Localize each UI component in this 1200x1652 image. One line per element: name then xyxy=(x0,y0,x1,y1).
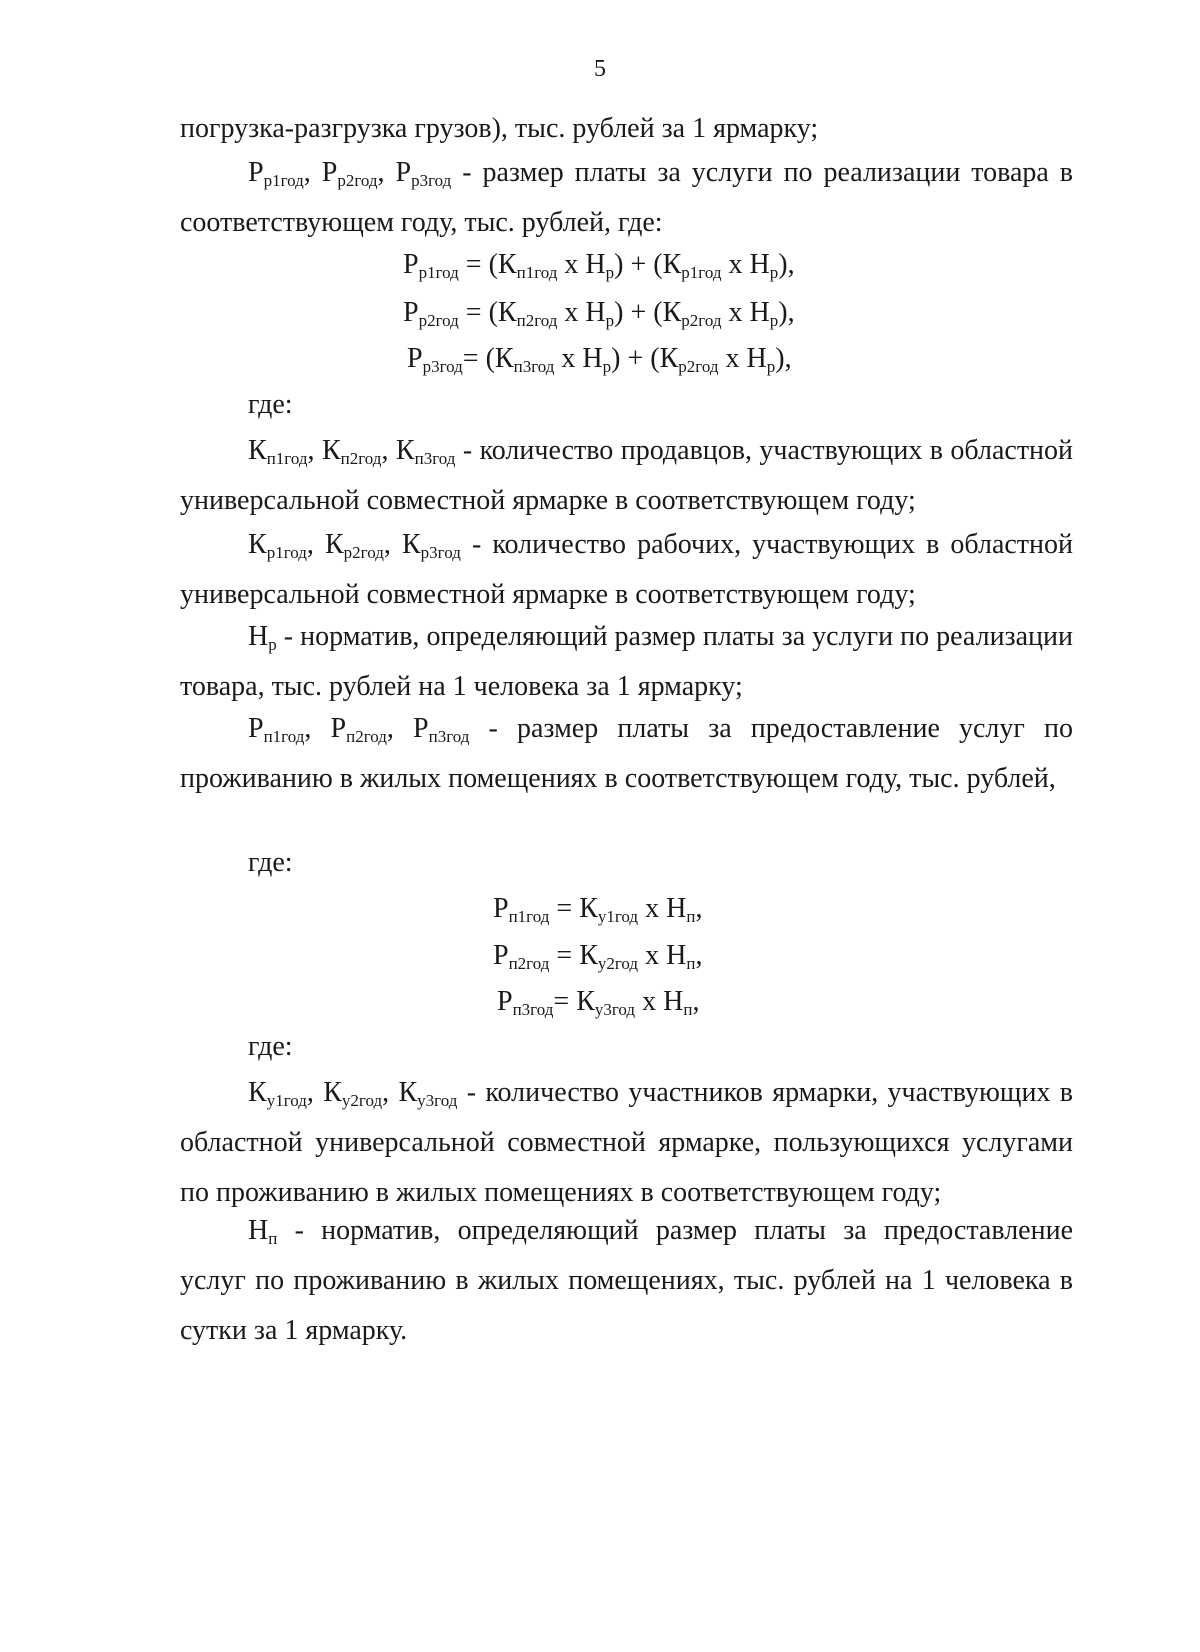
formula-revenue-year1: $Р_{р1год} = (К_{п1год}$ x $Н_р) + (К_{р1год}$ x $Н_р$), xyxy=(403,249,795,282)
paragraph-sellers-definition: $К_{п1год}$, $К_{п2год}$, $К_{п3год}$ - количество продавцов, участвующих в областной универсальной совместной ярмарке в соответствующем году; xyxy=(180,435,1074,516)
paragraph-workers-definition: $К_{р1год}$, $К_{р2год}$, $К_{р3год}$ - количество рабочих, участвующих в областной универсальной совместной ярмарке в соответствующем году; xyxy=(180,529,1074,610)
where-label: где: xyxy=(248,389,293,420)
where-label: где: xyxy=(248,847,293,878)
paragraph-accommodation-norm-definition: $Н_п$ - норматив, определяющий размер платы за предоставление услуг по проживанию в жилых помещениях, тыс. рублей на 1 человека в сутки за 1 ярмарку. xyxy=(180,1215,1073,1346)
formula-revenue-year3: $Р_{р3год}= (К_{п3год}$ x $Н_р) + (К_{р2год}$ x $Н_р$), xyxy=(407,343,792,376)
formula-accommodation-year1: $Р_{п1год} = К_{у1год}$ x $Н_п$, xyxy=(493,893,703,926)
paragraph-revenue-definition: $Р_{р1год}$, $Р_{р2год}$, $Р_{р3год}$ - размер платы за услуги по реализации товара в соответствующем году, тыс. рублей, где: xyxy=(180,157,1074,238)
paragraph-continuation: погрузка-разгрузка грузов), тыс. рублей за 1 ярмарку; xyxy=(180,113,819,144)
formula-revenue-year2: $Р_{р2год} = (К_{п2год}$ x $Н_р) + (К_{р2год}$ x $Н_р$), xyxy=(403,297,795,330)
paragraph-accommodation-fee-definition: $Р_{п1год}$, $Р_{п2год}$, $Р_{п3год}$ - размер платы за предоставление услуг по проживанию в жилых помещениях в соответствующем году, тыс. рублей, xyxy=(180,713,1073,794)
formula-accommodation-year3: $Р_{п3год}= К_{у3год}$ x $Н_п$, xyxy=(497,986,700,1019)
page-number: 5 xyxy=(594,56,606,82)
paragraph-participants-definition: $К_{у1год}$, $К_{у2год}$, $К_{у3год}$ - количество участников ярмарки, участвующих в областной универсальной совместной ярмарке, пользующихся услугами по проживанию в жилых помещениях в соответствующем году; xyxy=(180,1077,1073,1208)
paragraph-sales-norm-definition: $Н_р$ - норматив, определяющий размер платы за услуги по реализации товара, тыс. рублей на 1 человека за 1 ярмарку; xyxy=(180,621,1073,702)
where-label: где: xyxy=(248,1031,293,1062)
formula-accommodation-year2: $Р_{п2год} = К_{у2год}$ x $Н_п$, xyxy=(493,940,703,973)
